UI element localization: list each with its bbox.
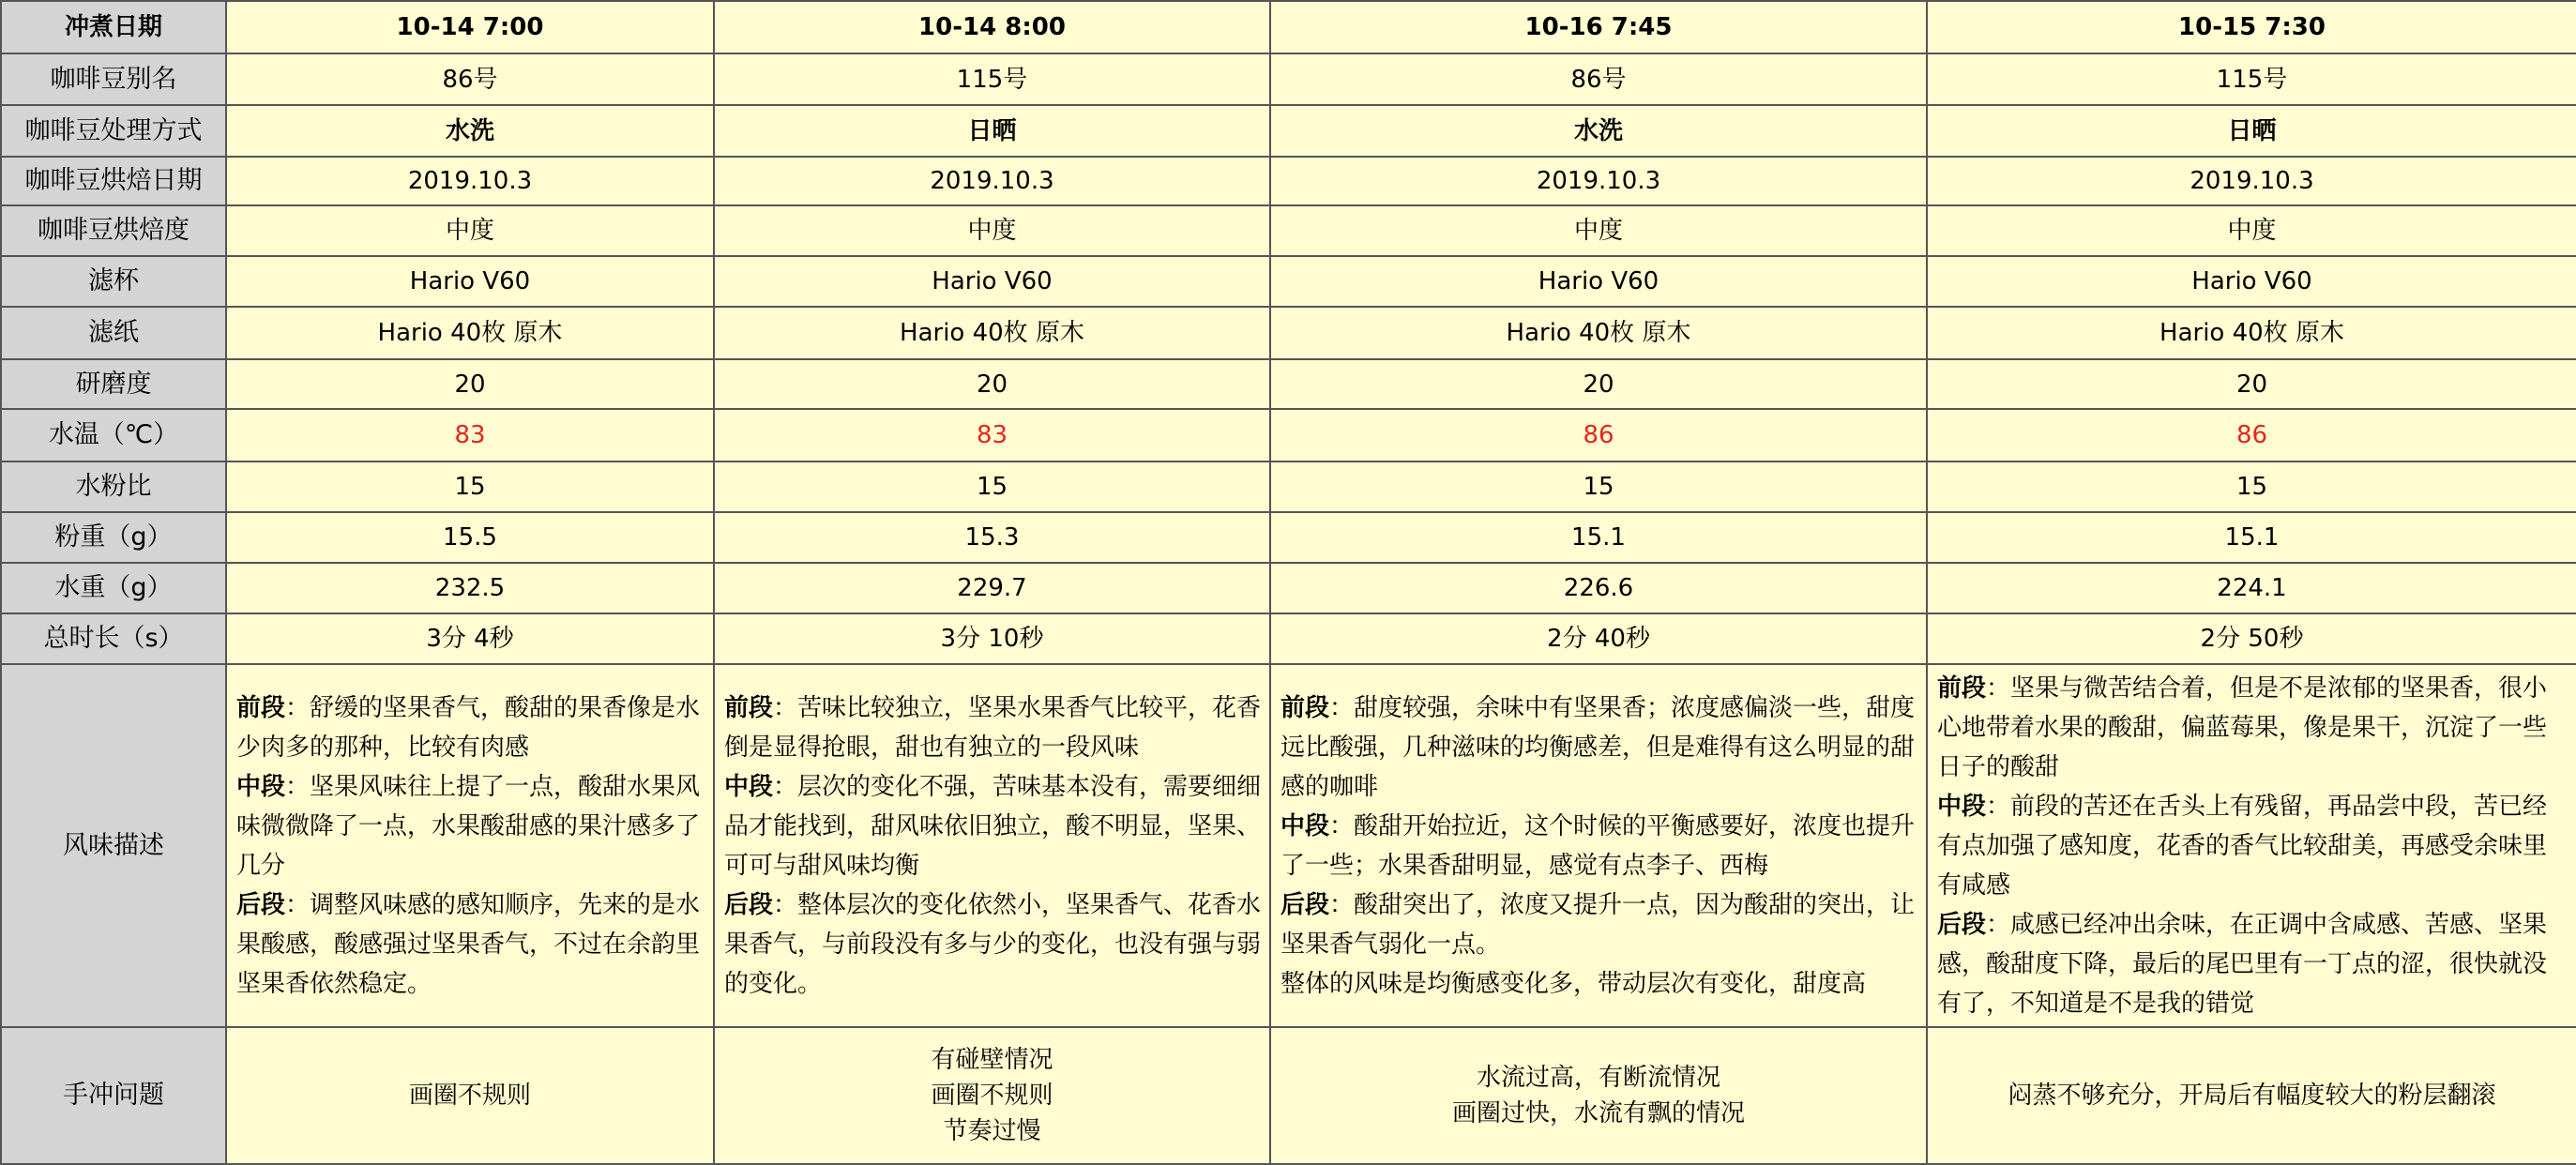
row-total-time [1, 613, 2576, 664]
flavor-paragraph [724, 885, 1262, 1004]
cell: 20 [1270, 359, 1927, 409]
flavor-cell [714, 664, 1270, 1027]
flavor-cell [1927, 664, 2576, 1027]
cell: 15 [714, 461, 1270, 512]
cell: 15 [1270, 461, 1927, 512]
cell: 226.6 [1270, 563, 1927, 613]
row-label: 咖啡豆别名 [1, 53, 226, 105]
cell: 水洗 [1270, 105, 1927, 157]
cell: 86 [1270, 409, 1927, 461]
cell: Hario 40枚 原木 [226, 307, 714, 359]
cell: 2019.10.3 [1270, 157, 1927, 205]
flavor-paragraph [1937, 669, 2568, 787]
cell: 2019.10.3 [226, 157, 714, 205]
row-water-weight [1, 563, 2576, 613]
row-pour-issues [1, 1027, 2576, 1164]
issue-line: 画圈不规则 [931, 1082, 1053, 1110]
row-brew-ratio [1, 461, 2576, 512]
flavor-text: 坚果与微苦结合着，但是不是浓郁的坚果香，很小心地带着水果的酸甜，偏蓝莓果，像是果干，沉淀了一些日子的酸甜 [1937, 673, 2548, 781]
flavor-text: 整体的风味是均衡感变化多，带动层次有变化，甜度高 [1280, 969, 1867, 998]
cell: 中度 [714, 205, 1270, 256]
cell: 15.1 [1927, 512, 2576, 563]
cell: 83 [714, 409, 1270, 461]
row-flavor [1, 664, 2576, 1027]
flavor-stage-sep: ： [773, 693, 798, 722]
cell: 15.5 [226, 512, 714, 563]
flavor-paragraph [1280, 688, 1918, 807]
flavor-stage-sep: ： [1329, 693, 1355, 722]
cell: 115号 [714, 53, 1270, 105]
cell: Hario V60 [1270, 256, 1927, 307]
cell: 中度 [226, 205, 714, 256]
flavor-stage-sep: ： [285, 693, 311, 722]
row-label: 咖啡豆烘焙度 [1, 205, 226, 256]
issue-line: 画圈不规则 [408, 1082, 531, 1110]
row-label: 水粉比 [1, 461, 226, 512]
cell: 115号 [1927, 53, 2576, 105]
row-water-temp [1, 409, 2576, 461]
row-roast-date [1, 157, 2576, 205]
row-label: 咖啡豆烘焙日期 [1, 157, 226, 205]
flavor-text: 咸感已经冲出余味，在正调中含咸感、苦感、坚果感，酸甜度下降，最后的尾巴里有一丁点的涩，很快就没有了，不知道是不是我的错觉 [1937, 910, 2548, 1018]
flavor-paragraph [236, 885, 705, 1004]
flavor-text: 甜度较强，余味中有坚果香；浓度感偏淡一些，甜度远比酸强，几种滋味的均衡感差，但是难得有这么明显的甜感的咖啡 [1280, 693, 1916, 801]
cell: 10-14 7:00 [226, 1, 714, 53]
cell: 3分 4秒 [226, 613, 714, 664]
cell: 水洗 [226, 105, 714, 157]
cell: 10-14 8:00 [714, 1, 1270, 53]
cell: 86号 [1270, 53, 1927, 105]
cell: 10-15 7:30 [1927, 1, 2576, 53]
issue-cell [1927, 1027, 2576, 1164]
flavor-cell [1270, 664, 1927, 1027]
flavor-cell [226, 664, 714, 1027]
flavor-text: 整体层次的变化依然小，坚果香气、花香水果香气，与前段没有多与少的变化，也没有强与弱的变化。 [724, 890, 1262, 998]
flavor-paragraph [724, 688, 1262, 767]
row-label: 冲煮日期 [1, 1, 226, 53]
row-label: 滤纸 [1, 307, 226, 359]
row-label: 滤杯 [1, 256, 226, 307]
row-label: 水温（℃） [1, 409, 226, 461]
cell: 2分 50秒 [1927, 613, 2576, 664]
flavor-paragraph [236, 688, 705, 767]
cell: Hario V60 [226, 256, 714, 307]
flavor-stage-tag: 前段 [1937, 673, 1987, 703]
flavor-text: 坚果风味往上提了一点，酸甜水果风味微微降了一点，水果酸甜感的果汁感多了几分 [236, 772, 701, 880]
cell: 日晒 [714, 105, 1270, 157]
flavor-stage-tag: 中段 [236, 772, 286, 801]
flavor-paragraph [1280, 964, 1918, 1004]
row-roast-level [1, 205, 2576, 256]
flavor-stage-tag: 前段 [724, 693, 774, 722]
flavor-stage-tag: 中段 [1937, 792, 1987, 821]
flavor-paragraph [1937, 905, 2568, 1023]
cell: 86号 [226, 53, 714, 105]
row-label: 水重（g） [1, 563, 226, 613]
cell: 224.1 [1927, 563, 2576, 613]
row-label: 手冲问题 [1, 1027, 226, 1164]
cell: 229.7 [714, 563, 1270, 613]
flavor-paragraph [1280, 807, 1918, 885]
flavor-paragraph [236, 767, 705, 885]
cell: Hario 40枚 原木 [1270, 307, 1927, 359]
cell: Hario V60 [1927, 256, 2576, 307]
flavor-stage-sep: ： [1986, 792, 2011, 821]
issue-line: 有碰壁情况 [931, 1046, 1053, 1074]
flavor-stage-sep: ： [1329, 811, 1355, 840]
flavor-stage-sep: ： [773, 890, 798, 919]
cell: 20 [1927, 359, 2576, 409]
flavor-stage-sep: ： [773, 772, 798, 801]
row-bean-alias [1, 53, 2576, 105]
row-grind-size [1, 359, 2576, 409]
flavor-stage-tag: 后段 [236, 890, 286, 919]
cell: 15 [226, 461, 714, 512]
row-label: 总时长（s） [1, 613, 226, 664]
row-brew-date [1, 1, 2576, 53]
flavor-text: 舒缓的坚果香气，酸甜的果香像是水少肉多的那种，比较有肉感 [236, 693, 701, 762]
cell: 20 [226, 359, 714, 409]
flavor-text: 酸甜突出了，浓度又提升一点，因为酸甜的突出，让坚果香气弱化一点。 [1280, 890, 1916, 959]
cell: 20 [714, 359, 1270, 409]
cell: 86 [1927, 409, 2576, 461]
cell: Hario 40枚 原木 [714, 307, 1270, 359]
cell: 2019.10.3 [714, 157, 1270, 205]
flavor-paragraph [1937, 787, 2568, 905]
issue-line: 水流过高，有断流情况 [1476, 1064, 1720, 1092]
row-process-method [1, 105, 2576, 157]
flavor-stage-tag: 后段 [724, 890, 774, 919]
issue-line: 节奏过慢 [943, 1117, 1041, 1145]
cell: 15 [1927, 461, 2576, 512]
flavor-stage-sep: ： [1329, 890, 1355, 919]
cell: 2019.10.3 [1927, 157, 2576, 205]
cell: 中度 [1270, 205, 1927, 256]
cell: 中度 [1927, 205, 2576, 256]
flavor-text: 层次的变化不强，苦味基本没有，需要细细品才能找到，甜风味依旧独立，酸不明显，坚果、可可与甜风味均衡 [724, 772, 1262, 880]
issue-cell [226, 1027, 714, 1164]
flavor-stage-tag: 前段 [236, 693, 286, 722]
flavor-stage-sep: ： [285, 772, 311, 801]
row-label: 粉重（g） [1, 512, 226, 563]
flavor-stage-sep: ： [1986, 910, 2011, 939]
cell: 2分 40秒 [1270, 613, 1927, 664]
row-label: 研磨度 [1, 359, 226, 409]
cell: 日晒 [1927, 105, 2576, 157]
flavor-stage-tag: 中段 [1280, 811, 1330, 840]
row-dripper [1, 256, 2576, 307]
flavor-stage-tag: 前段 [1280, 693, 1330, 722]
cell: Hario 40枚 原木 [1927, 307, 2576, 359]
issue-line: 画圈过快，水流有飘的情况 [1451, 1099, 1745, 1127]
flavor-text: 酸甜开始拉近，这个时候的平衡感要好，浓度也提升了一些；水果香甜明显，感觉有点李子、西梅 [1280, 811, 1916, 880]
flavor-stage-sep: ： [1986, 673, 2011, 703]
flavor-stage-tag: 后段 [1937, 910, 1987, 939]
flavor-stage-sep: ： [285, 890, 311, 919]
flavor-paragraph [724, 767, 1262, 885]
cell: 232.5 [226, 563, 714, 613]
flavor-paragraph [1280, 885, 1918, 964]
cell: Hario V60 [714, 256, 1270, 307]
row-label: 咖啡豆处理方式 [1, 105, 226, 157]
flavor-text: 前段的苦还在舌头上有残留，再品尝中段，苦已经有点加强了感知度，花香的香气比较甜美，再感受余味里有咸感 [1937, 792, 2548, 900]
cell: 3分 10秒 [714, 613, 1270, 664]
row-filter-paper [1, 307, 2576, 359]
row-dose-weight [1, 512, 2576, 563]
flavor-stage-tag: 中段 [724, 772, 774, 801]
flavor-stage-tag: 后段 [1280, 890, 1330, 919]
issue-line: 闷蒸不够充分，开局后有幅度较大的粉层翻滚 [2008, 1082, 2496, 1110]
flavor-text: 调整风味感的感知顺序，先来的是水果酸感，酸感强过坚果香气，不过在余韵里坚果香依然稳定。 [236, 890, 701, 998]
cell: 15.3 [714, 512, 1270, 563]
cell: 83 [226, 409, 714, 461]
cell: 10-16 7:45 [1270, 1, 1927, 53]
issue-cell [1270, 1027, 1927, 1164]
row-label: 风味描述 [1, 664, 226, 1027]
issue-cell [714, 1027, 1270, 1164]
flavor-text: 苦味比较独立，坚果水果香气比较平，花香倒是显得抢眼，甜也有独立的一段风味 [724, 693, 1262, 762]
cell: 15.1 [1270, 512, 1927, 563]
